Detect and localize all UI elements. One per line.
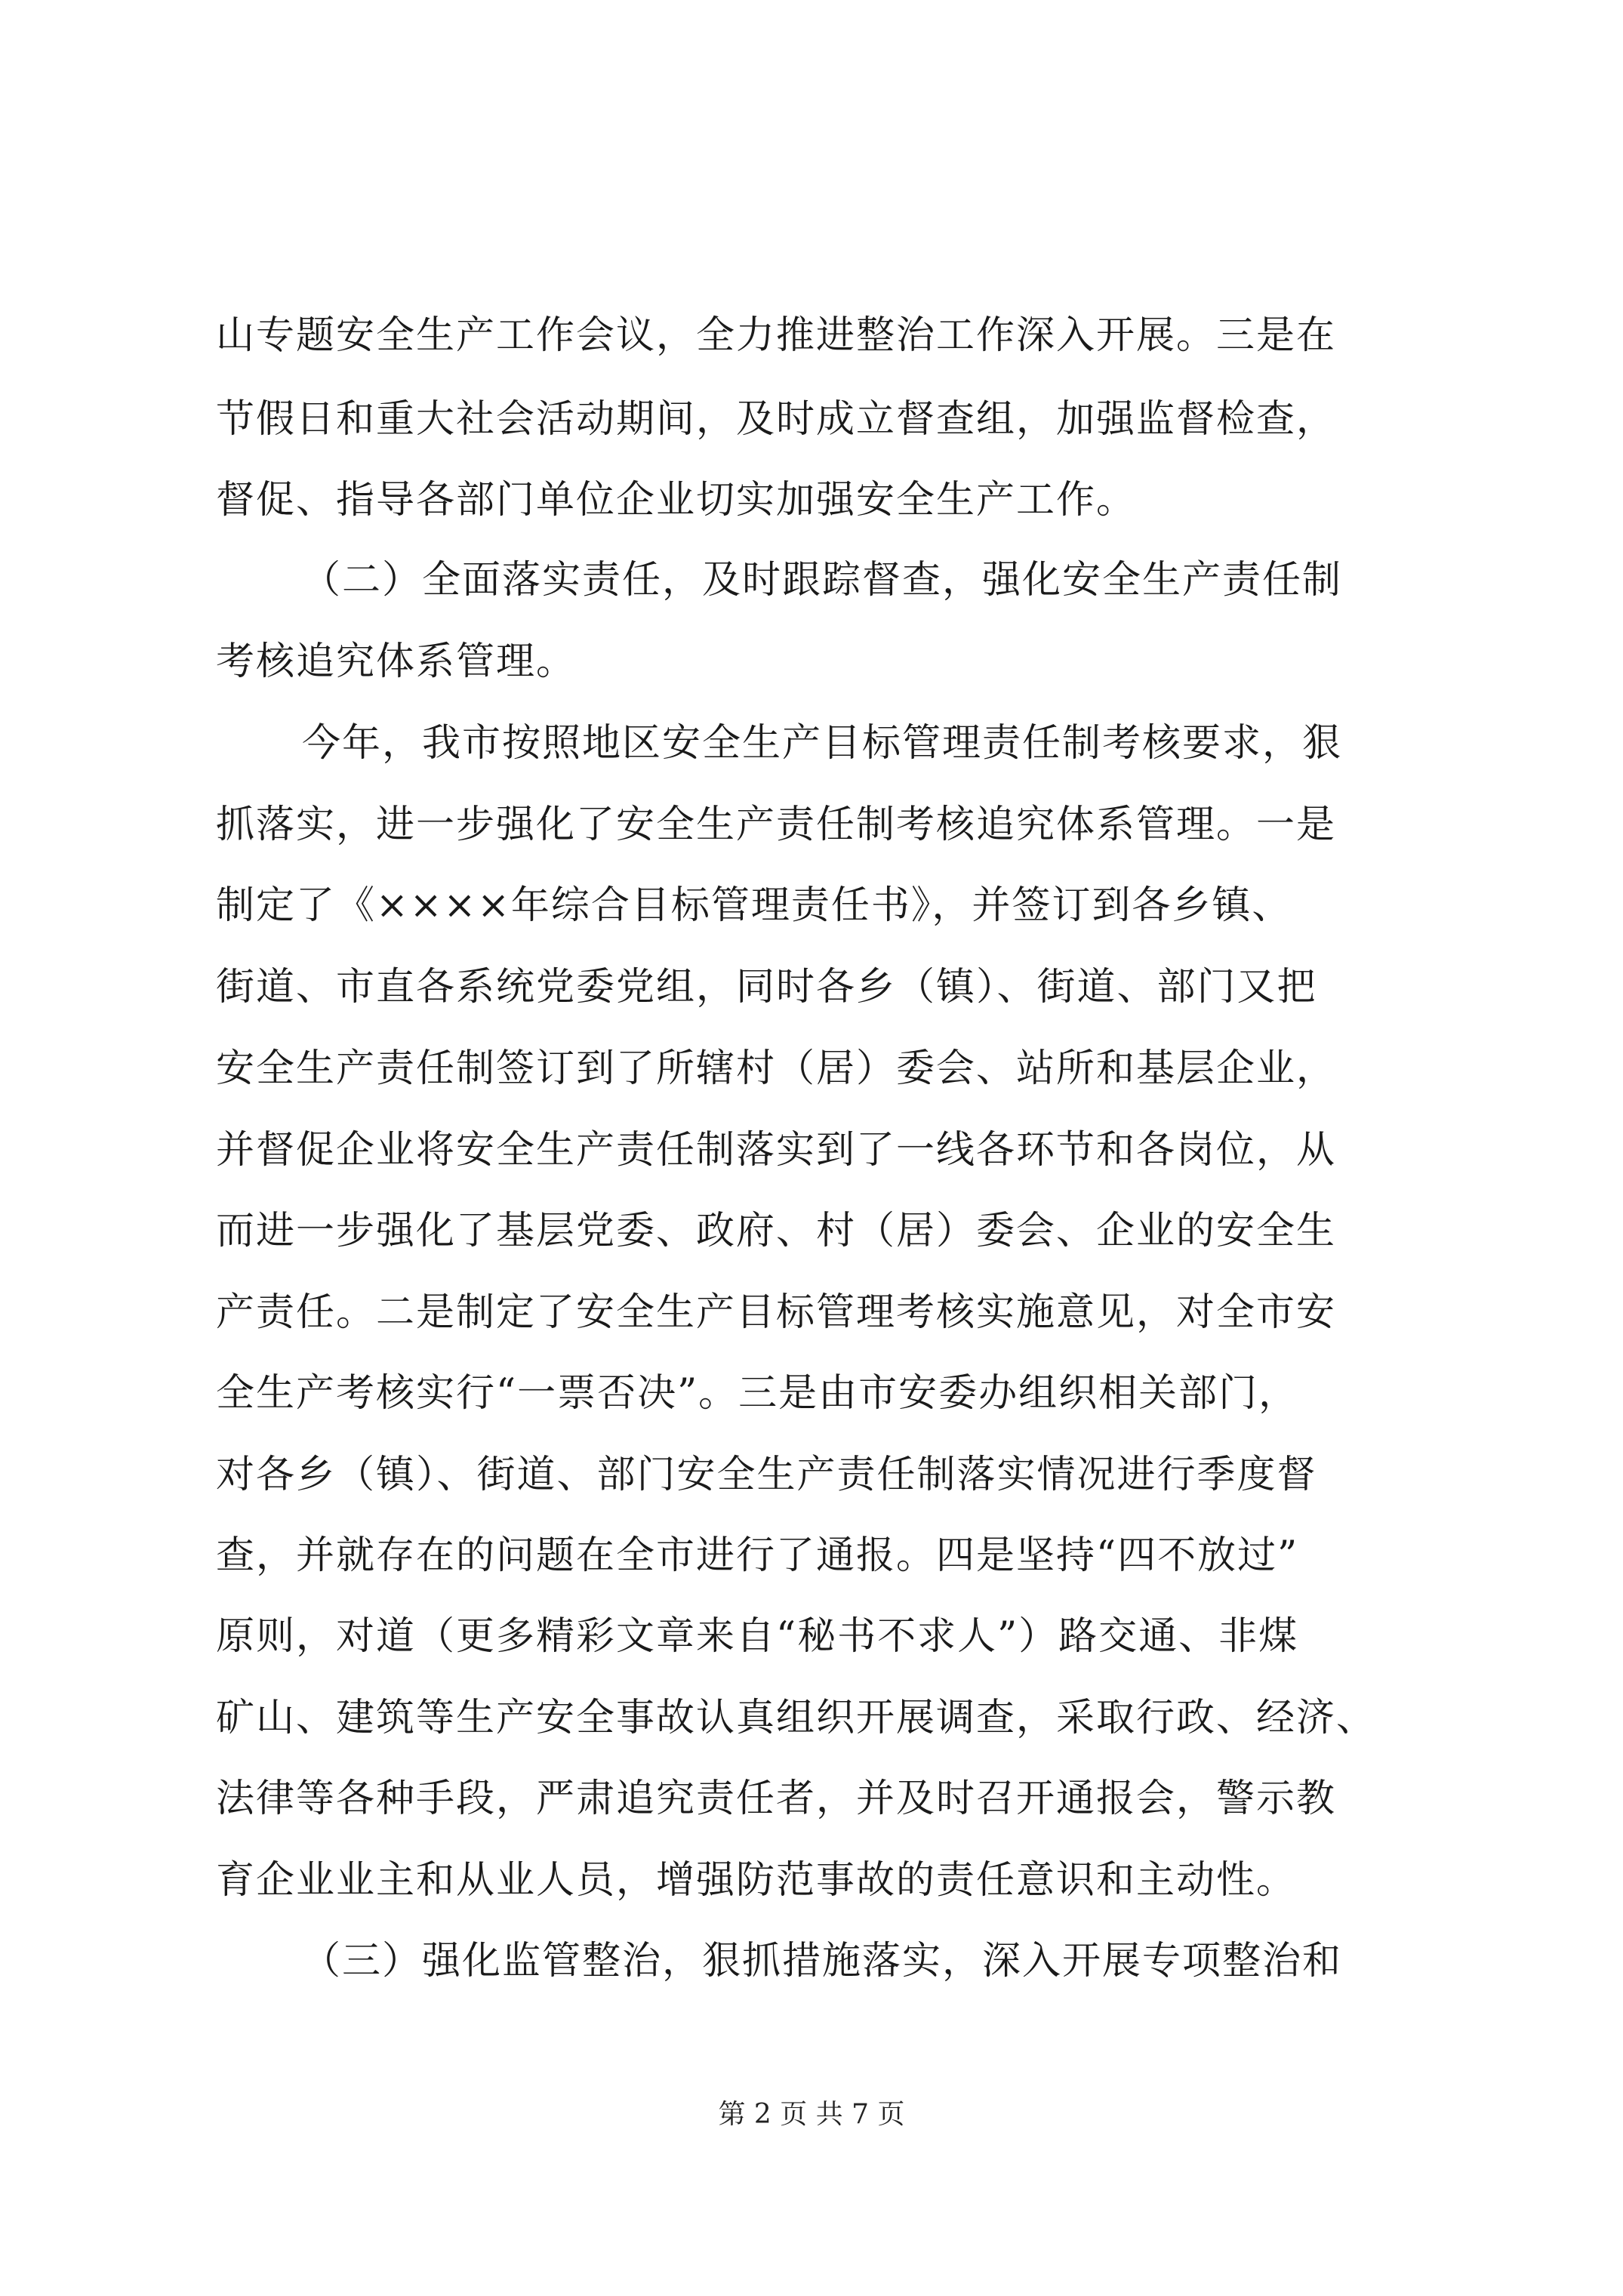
text-line-content: 对各乡（镇）、街道、部门安全生产责任制落实情况进行季度督: [216, 1453, 1317, 1497]
text-line: [0, 1046, 1623, 1092]
text-line-content: 而进一步强化了基层党委、政府、村（居）委会、企业的安全生: [216, 1209, 1337, 1253]
text-line: [0, 1128, 1623, 1173]
text-line: [0, 965, 1623, 1010]
text-line: [0, 1696, 1623, 1741]
text-line-content: 育企业业主和从业人员，增强防范事故的责任意识和主动性。: [216, 1858, 1297, 1903]
text-line-content: 督促、指导各部门单位企业切实加强安全生产工作。: [216, 478, 1137, 522]
text-line: [0, 1533, 1623, 1579]
text-line: [0, 313, 1623, 359]
text-line-content: 抓落实，进一步强化了安全生产责任制考核追究体系管理。一是: [216, 803, 1337, 847]
text-line: [0, 1939, 1623, 1984]
text-line-content: 安全生产责任制签订到了所辖村（居）委会、站所和基层企业，: [216, 1046, 1337, 1091]
text-line-content: 产责任。二是制定了安全生产目标管理考核实施意见，对全市安: [216, 1290, 1337, 1335]
text-line-content: 矿山、建筑等生产安全事故认真组织开展调查，采取行政、经济、: [216, 1696, 1377, 1740]
text-line: [0, 1453, 1623, 1498]
text-line: [0, 639, 1623, 685]
text-line-content: 制定了《××××年综合目标管理责任书》，并签订到各乡镇、: [216, 883, 1292, 928]
text-line: [0, 803, 1623, 848]
text-line: [0, 397, 1623, 442]
text-line: [0, 883, 1623, 929]
text-line-content: 全生产考核实行“一票否决”。三是由市安委办组织相关部门，: [216, 1371, 1299, 1416]
text-line-content: 法律等各种手段，严肃追究责任者，并及时召开通报会，警示教: [216, 1777, 1337, 1821]
text-line: [0, 478, 1623, 523]
page-footer: 第 2 页 共 7 页: [718, 2099, 905, 2130]
text-line: [0, 721, 1623, 766]
text-line-content: （二）全面落实责任，及时跟踪督查，强化安全生产责任制: [302, 558, 1343, 603]
text-line: [0, 1371, 1623, 1416]
text-line-content: 并督促企业将安全生产责任制落实到了一线各环节和各岗位，从: [216, 1128, 1337, 1173]
text-line: [0, 1858, 1623, 1903]
text-line-content: （三）强化监管整治，狠抓措施落实，深入开展专项整治和: [302, 1939, 1343, 1983]
text-line: [0, 1290, 1623, 1336]
text-line-content: 山专题安全生产工作会议，全力推进整治工作深入开展。三是在: [216, 313, 1337, 358]
text-line-content: 节假日和重大社会活动期间，及时成立督查组，加强监督检查，: [216, 397, 1337, 442]
text-line-content: 原则，对道（更多精彩文章来自“秘书不求人”）路交通、非煤: [216, 1614, 1299, 1659]
text-line-content: 考核追究体系管理。: [216, 639, 577, 684]
text-line-content: 今年，我市按照地区安全生产目标管理责任制考核要求，狠: [302, 721, 1343, 766]
text-line: [0, 558, 1623, 603]
text-line: [0, 1777, 1623, 1822]
text-line: [0, 1209, 1623, 1254]
text-line-content: 街道、市直各系统党委党组，同时各乡（镇）、街道、部门又把: [216, 965, 1317, 1009]
text-line: [0, 1614, 1623, 1660]
text-line-content: 查，并就存在的问题在全市进行了通报。四是坚持“四不放过”: [216, 1533, 1299, 1578]
